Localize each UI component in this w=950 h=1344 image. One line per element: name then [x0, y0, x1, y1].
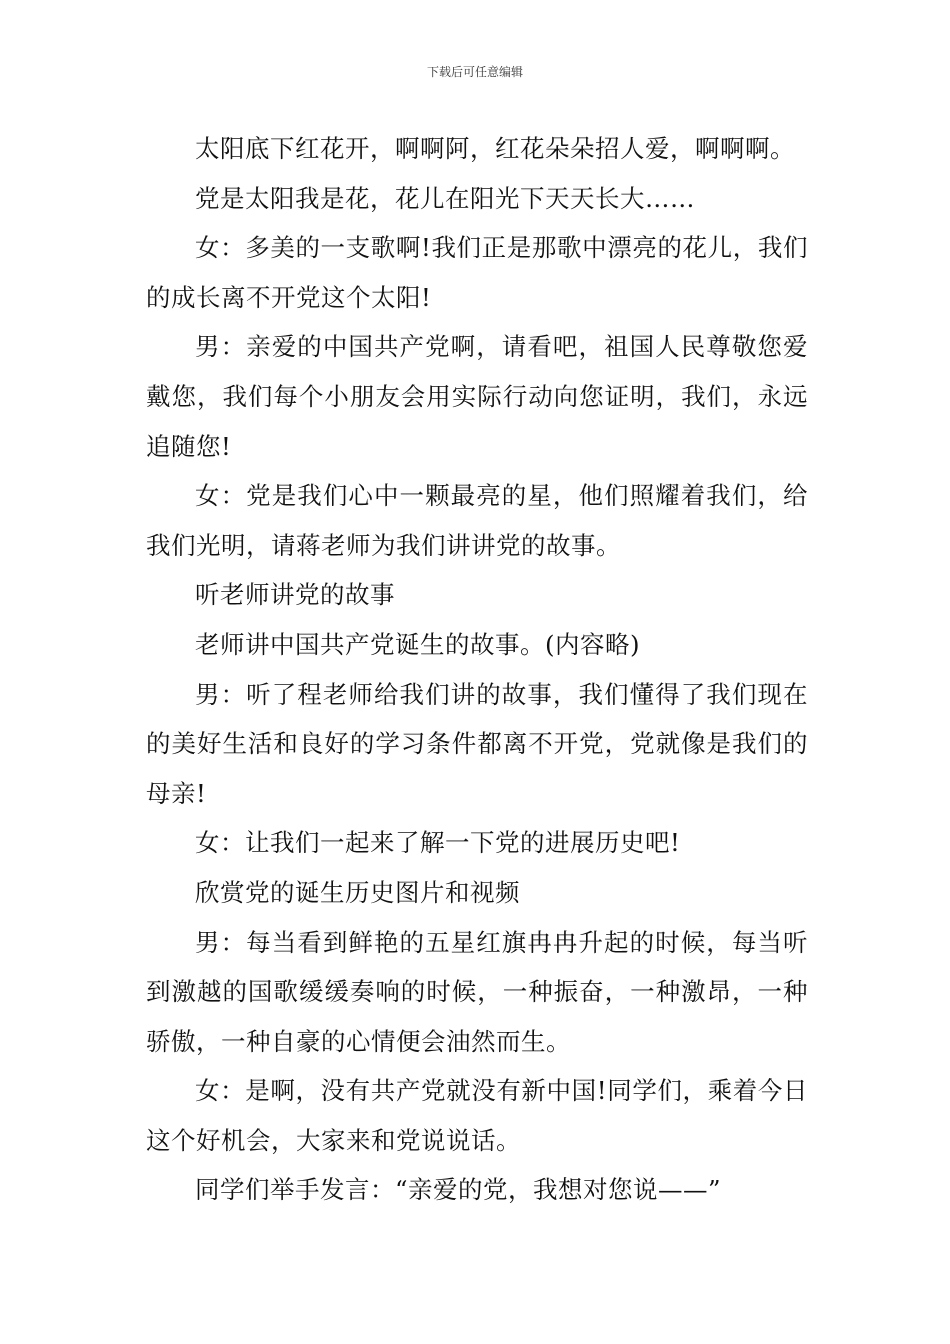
paragraph-7: 老师讲中国共产党诞生的故事。(内容略): [195, 629, 641, 659]
paragraph-11: 男：每当看到鲜艳的五星红旗冉冉升起的时候，每当听到激越的国歌缓缓奏响的时候，一种振奋，一种激昂，一种骄傲，一种自豪的心情便会油然而生。: [146, 927, 808, 1056]
paragraph-4: 男：亲爱的中国共产党啊，请看吧，祖国人民尊敬您爱戴您，我们每个小朋友会用实际行动向您证明，我们，永远追随您!: [146, 332, 808, 461]
paragraph-8: 男：听了程老师给我们讲的故事，我们懂得了我们现在的美好生活和良好的学习条件都离不开党，党就像是我们的母亲!: [146, 679, 808, 808]
paragraph-10: 欣赏党的诞生历史图片和视频: [195, 877, 520, 907]
page-header: 下载后可任意编辑: [426, 65, 523, 79]
paragraph-3: 女：多美的一支歌啊!我们正是那歌中漂亮的花儿，我们的成长离不开党这个太阳!: [146, 233, 808, 312]
paragraph-1: 太阳底下红花开，啊啊阿，红花朵朵招人爱，啊啊啊。: [195, 134, 795, 163]
paragraph-12: 女：是啊，没有共产党就没有新中国!同学们，乘着今日这个好机会，大家来和党说说话。: [146, 1076, 808, 1155]
document-body: [146, 124, 808, 1215]
paragraph-13: 同学们举手发言：“亲爱的党，我想对您说——”: [195, 1175, 722, 1205]
paragraph-5: 女：党是我们心中一颗最亮的星，他们照耀着我们，给我们光明，请蒋老师为我们讲讲党的故事。: [146, 481, 808, 560]
paragraph-9: 女：让我们一起来了解一下党的进展历史吧!: [195, 828, 681, 858]
paragraph-6: 听老师讲党的故事: [195, 580, 395, 610]
paragraph-2: 党是太阳我是花，花儿在阳光下天天长大……: [195, 183, 695, 213]
